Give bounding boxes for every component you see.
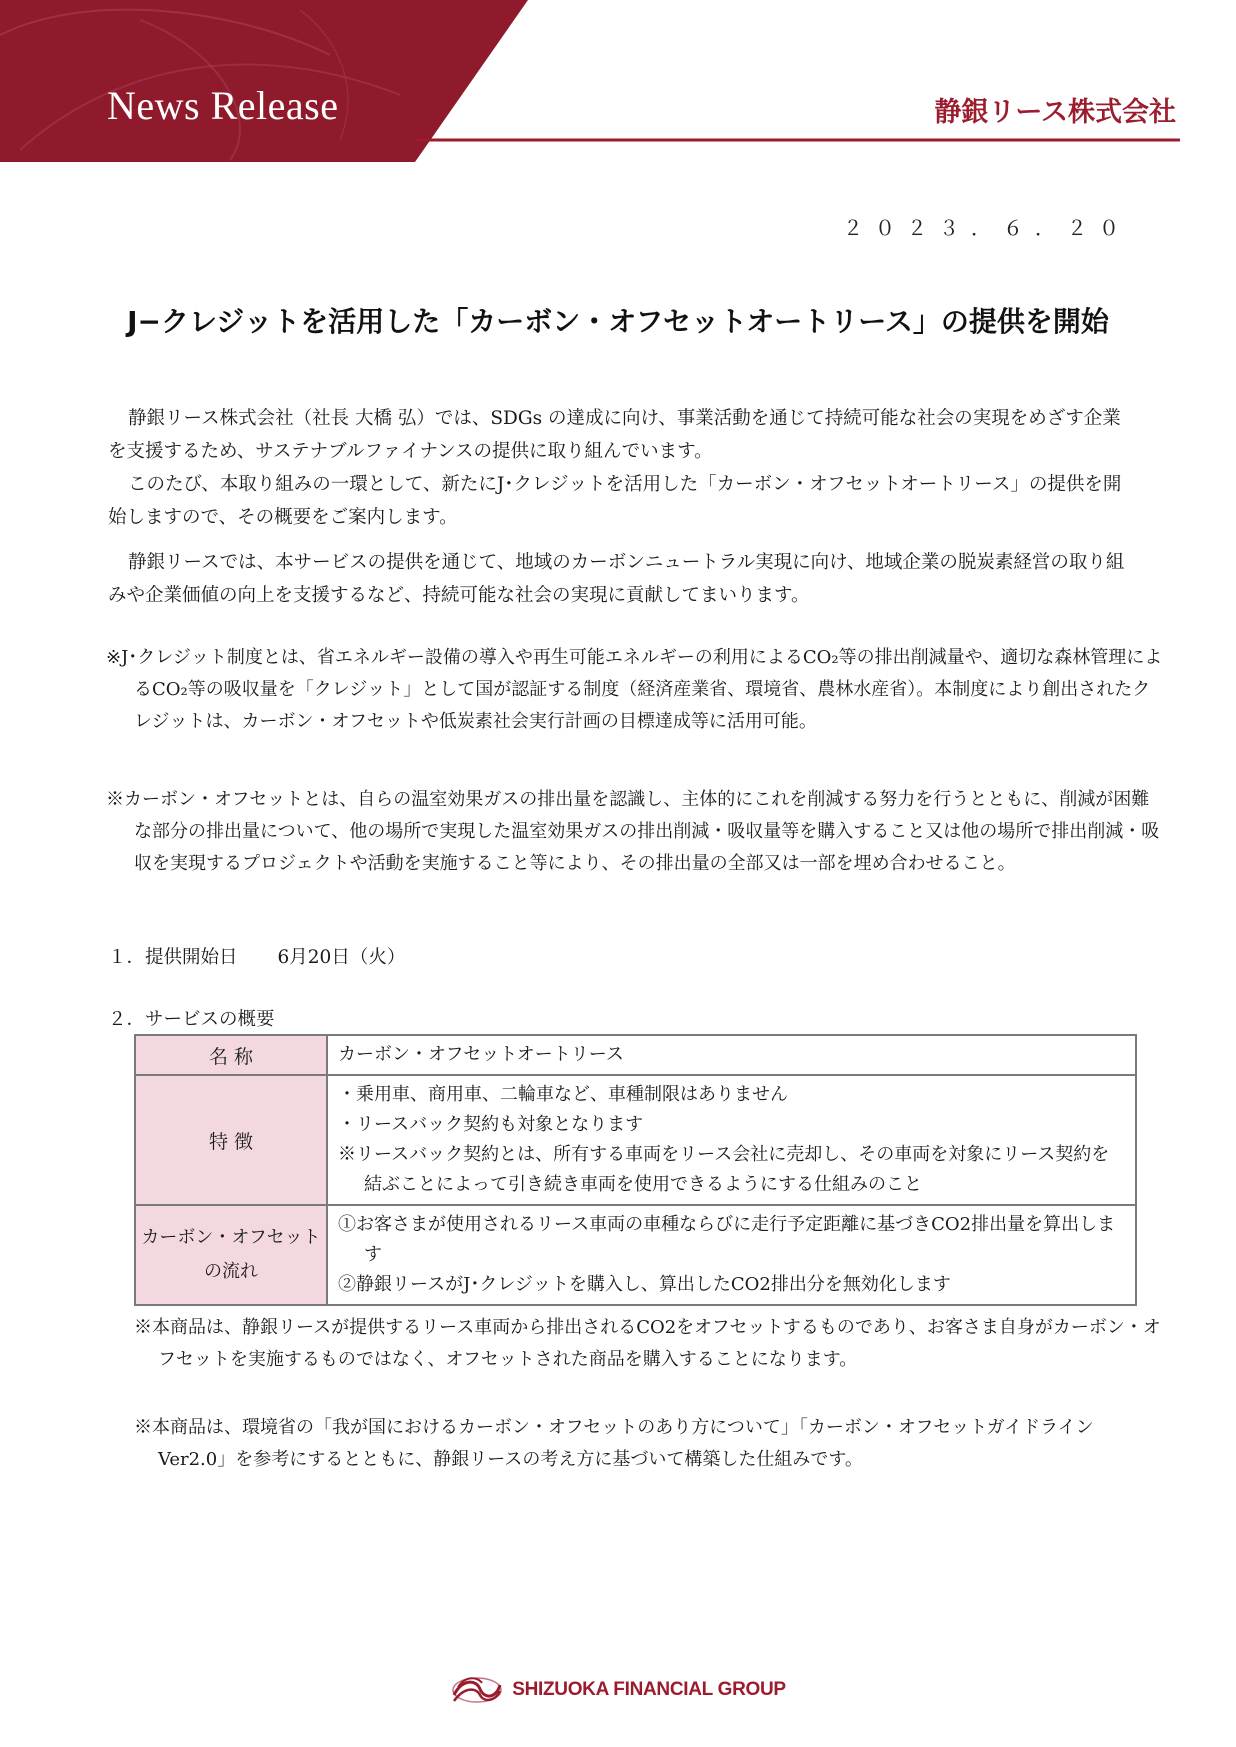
features-value [327,1075,1136,1205]
header [0,0,1236,170]
feature-item: ・乗用車、商用車、二輪車など、車種制限はありません [338,1084,788,1105]
service-overview-table [134,1034,1137,1306]
shizuoka-financial-group-logo-icon [450,1675,504,1705]
note-carbon-offset: ※カーボン・オフセットとは、自らの温室効果ガスの排出量を認識し、主体的にこれを削減する努力を行うとともに、削減が困難な部分の排出量について、他の場所で実現した温室効果ガスの排出削減・吸収量等を購入すること又は他の場所で排出削減・吸収を実現するプロジェクトや活動を実施すること等により、その排出量の全部又は一部を埋め合わせること。 [106,789,1160,874]
section-start-date [108,943,405,969]
group-name: SHIZUOKA FINANCIAL GROUP [512,1679,786,1700]
table-row [135,1035,1136,1075]
name-label: 名 称 [135,1035,327,1075]
section-overview-label: ２．サービスの概要 [108,1009,275,1030]
page-title: J−クレジットを活用した「カーボン・オフセットオートリース」の提供を開始 [127,305,1109,338]
product-note-2: ※本商品は、環境省の「我が国におけるカーボン・オフセットのあり方について」「カーボン・オフセットガイドラインVer2.0」を参考にするとともに、静銀リースの考え方に基づいて構築した仕組みです。 [134,1417,1094,1470]
feature-item: ・リースバック契約も対象となります [338,1114,644,1135]
flow-label-line-2: の流れ [204,1261,258,1282]
flow-step: ①お客さまが使用されるリース車両の車種ならびに走行予定距離に基づきCO2排出量を算出します [338,1214,1116,1265]
footer [0,1675,1236,1709]
intro-paragraph-2: このたび、本取り組みの一環として、新たにJ･クレジットを活用した「カーボン・オフセットオートリース」の提供を開始しますので、その概要をご案内します。 [108,474,1122,528]
flow-label-line-1: カーボン・オフセット [141,1227,321,1248]
section-start-date-label: １．提供開始日 [108,947,238,968]
table-row [135,1075,1136,1205]
flow-step: ②静銀リースがJ･クレジットを購入し、算出したCO2排出分を無効化します [338,1274,951,1295]
name-value: カーボン・オフセットオートリース [327,1035,1136,1075]
features-label: 特 徴 [135,1075,327,1205]
product-note-1: ※本商品は、静銀リースが提供するリース車両から排出されるCO2をオフセットするものであり、お客さま自身がカーボン・オフセットを実施するものではなく、オフセットされた商品を購入することになります。 [134,1317,1161,1370]
release-date: ２０２３．６．２０ [843,216,1131,240]
news-release-label: News Release [107,83,339,128]
intro-paragraph-3: 静銀リースでは、本サービスの提供を通じて、地域のカーボンニュートラル実現に向け、地域企業の脱炭素経営の取り組みや企業価値の向上を支援するなど、持続可能な社会の実現に貢献してまいります。 [108,552,1125,606]
flow-value [327,1205,1136,1305]
note-j-credit: ※J･クレジット制度とは、省エネルギー設備の導入や再生可能エネルギーの利用によるCO₂等の排出削減量や、適切な森林管理によるCO₂等の吸収量を「クレジット」として国が認証する制度（経済産業省、環境省、農林水産省）。本制度により創出されたクレジットは、カーボン・オフセットや低炭素社会実行計画の目標達成等に活用可能。 [106,647,1163,732]
section-start-date-value: 6月20日（火） [277,947,406,968]
company-name: 静銀リース株式会社 [934,97,1176,128]
feature-note: ※リースバック契約とは、所有する車両をリース会社に売却し、その車両を対象にリース契約を結ぶことによって引き続き車両を使用できるようにする仕組みのこと [338,1144,1110,1195]
intro-paragraph-1: 静銀リース株式会社（社長 大橋 弘）では、SDGs の達成に向け、事業活動を通じて持続可能な社会の実現をめざす企業を支援するため、サステナブルファイナンスの提供に取り組んでいます。 [108,408,1121,462]
flow-label [135,1205,327,1305]
table-row [135,1205,1136,1305]
